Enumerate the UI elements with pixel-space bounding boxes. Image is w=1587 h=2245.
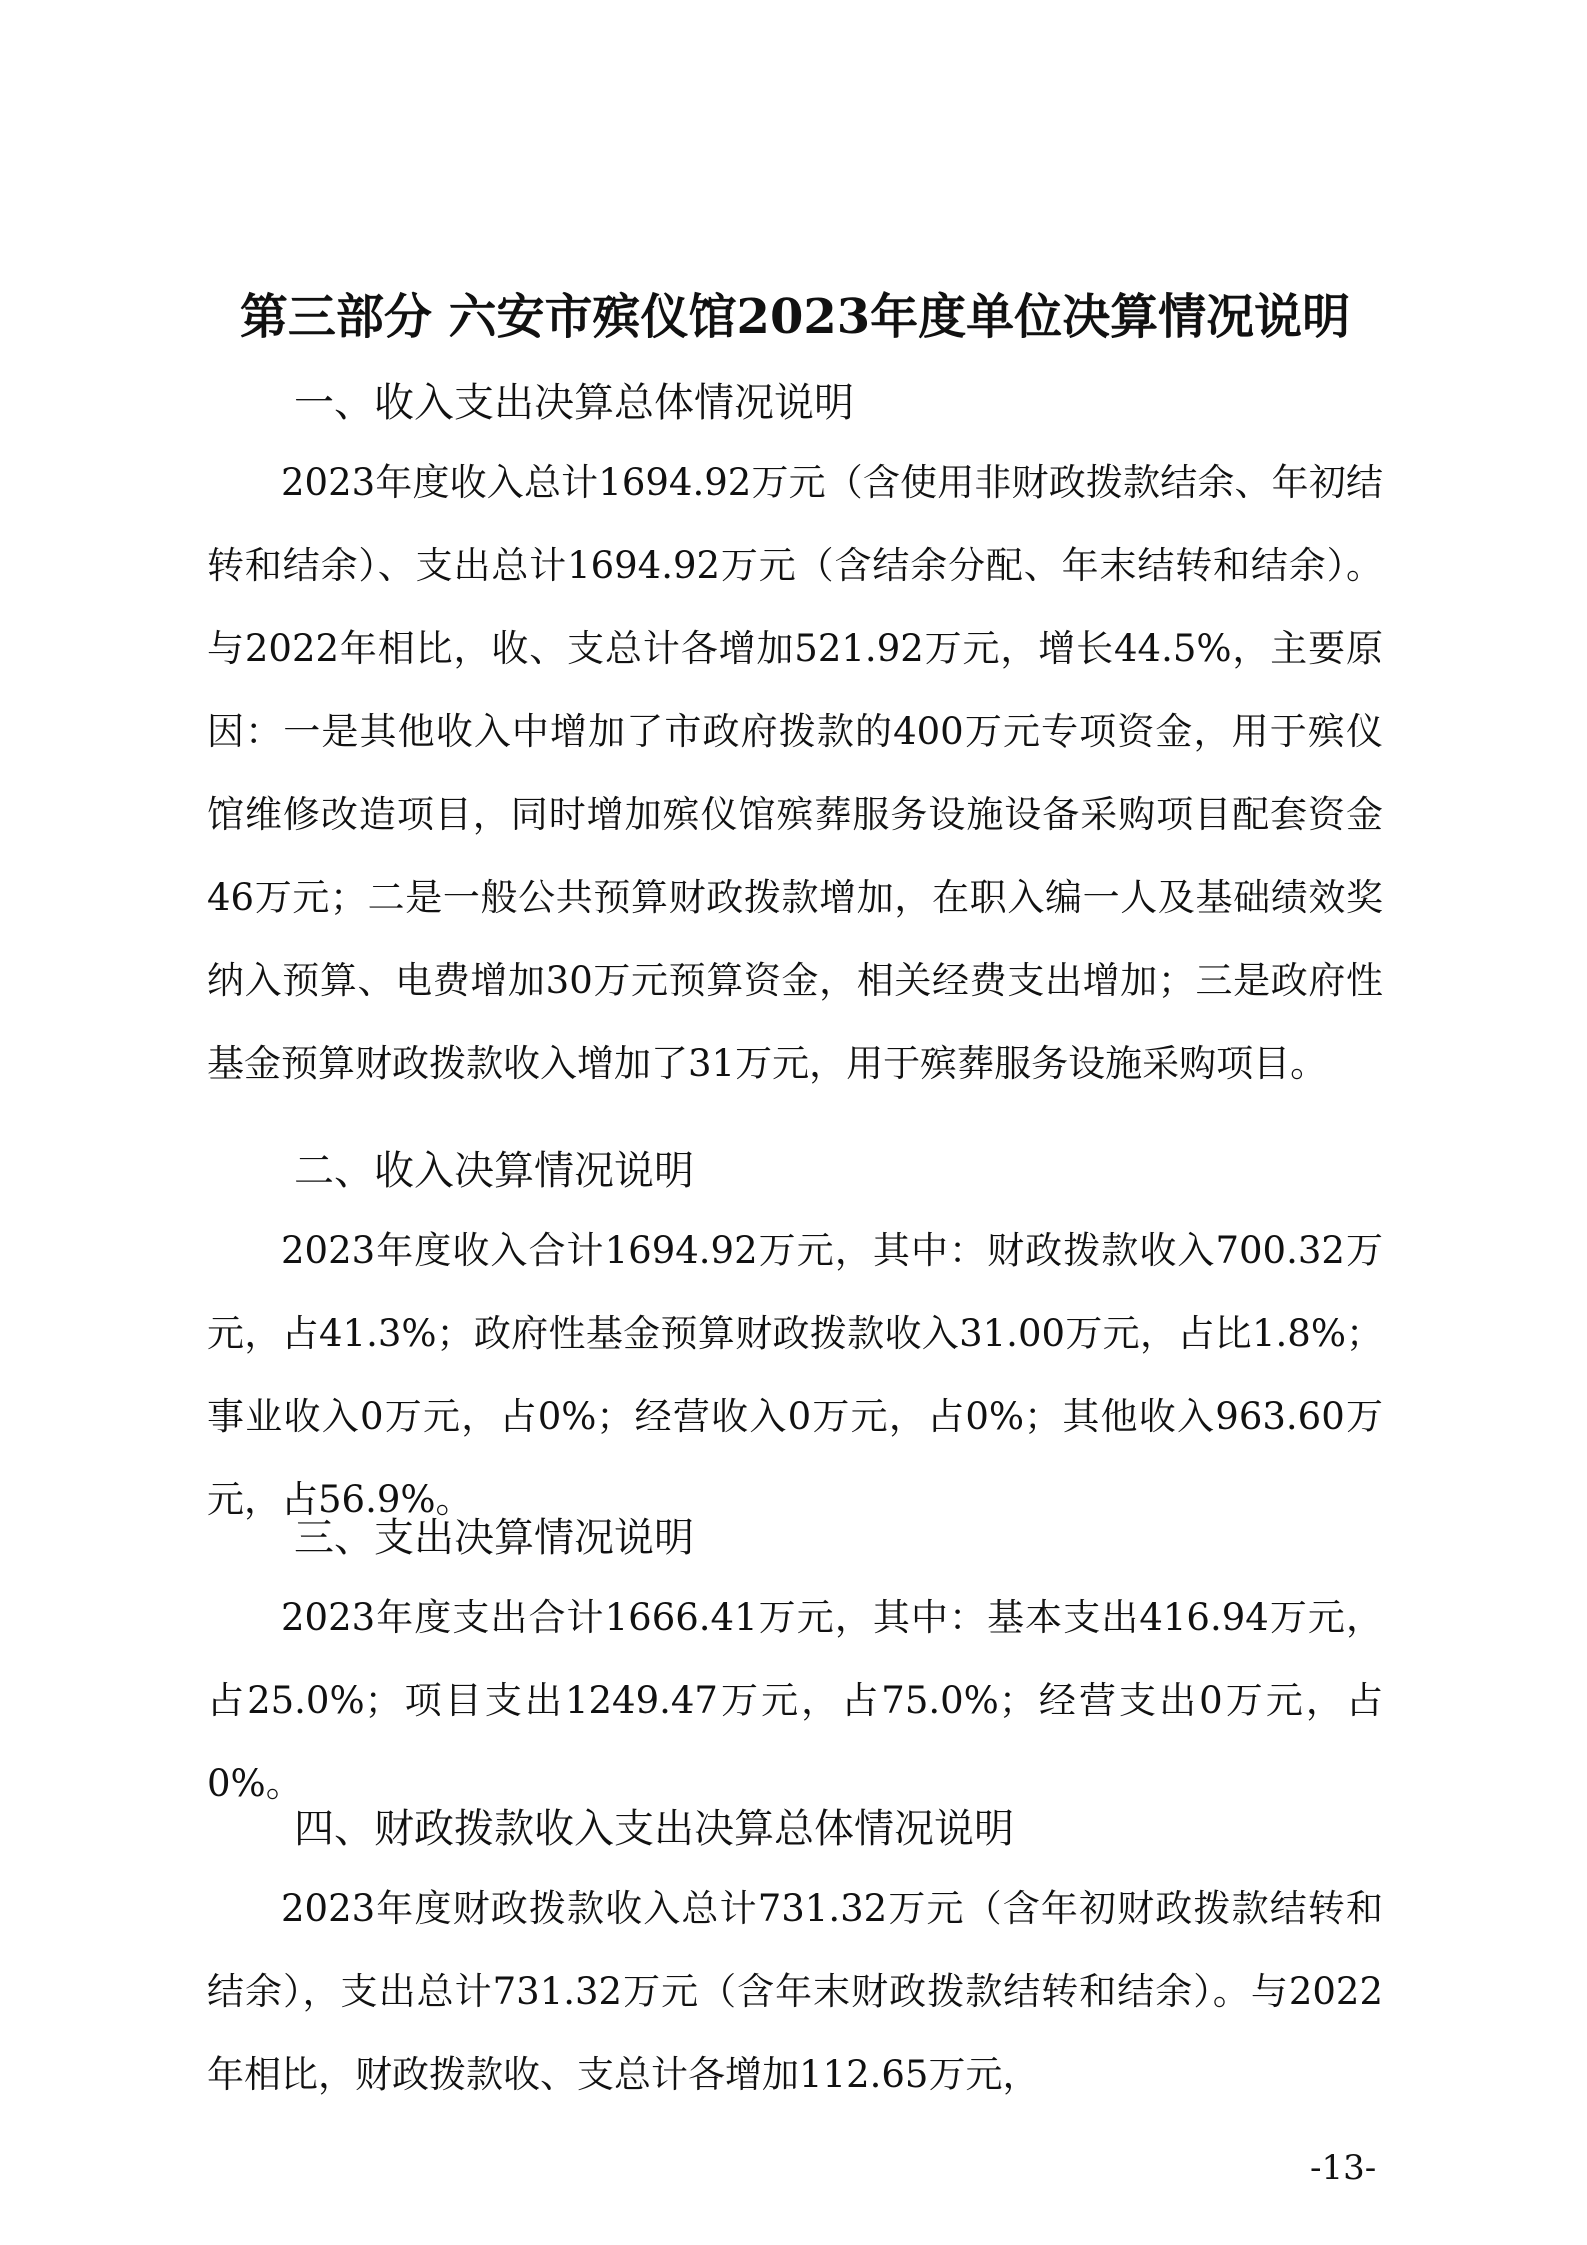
section-heading-4: 四、财政拨款收入支出决算总体情况说明 <box>294 1806 1014 1852</box>
section-heading-3: 三、支出决算情况说明 <box>294 1515 694 1561</box>
page-number: -13- <box>1310 2148 1377 2188</box>
page-title: 第三部分 六安市殡仪馆2023年度单位决算情况说明 <box>239 289 1351 345</box>
section-heading-2: 二、收入决算情况说明 <box>294 1148 694 1194</box>
section-heading-1: 一、收入支出决算总体情况说明 <box>294 380 854 426</box>
section-paragraph-4: 2023年度财政拨款收入总计731.32万元（含年初财政拨款结转和结余），支出总计731.32万元（含年末财政拨款结转和结余）。与2022年相比，财政拨款收、支总计各增加112.65万元， <box>207 1887 1383 2096</box>
section-paragraph-2: 2023年度收入合计1694.92万元，其中：财政拨款收入700.32万元，占41.3%；政府性基金预算财政拨款收入31.00万元，占比1.8%；事业收入0万元，占0%；经营收入0万元，占0%；其他收入963.60万元，占56.9%。 <box>207 1229 1383 1521</box>
section-paragraph-1: 2023年度收入总计1694.92万元（含使用非财政拨款结余、年初结转和结余）、支出总计1694.92万元（含结余分配、年末结转和结余）。与2022年相比，收、支总计各增加521.92万元，增长44.5%，主要原因：一是其他收入中增加了市政府拨款的400万元专项资金，用于殡仪馆维修改造项目，同时增加殡仪馆殡葬服务设施设备采购项目配套资金46万元；二是一般公共预算财政拨款增加，在职入编一人及基础绩效奖纳入预算、电费增加30万元预算资金，相关经费支出增加；三是政府性基金预算财政拨款收入增加了31万元，用于殡葬服务设施采购项目。 <box>207 461 1383 1085</box>
section-paragraph-3: 2023年度支出合计1666.41万元，其中：基本支出416.94万元，占25.0%；项目支出1249.47万元，占75.0%；经营支出0万元，占0%。 <box>207 1596 1383 1805</box>
